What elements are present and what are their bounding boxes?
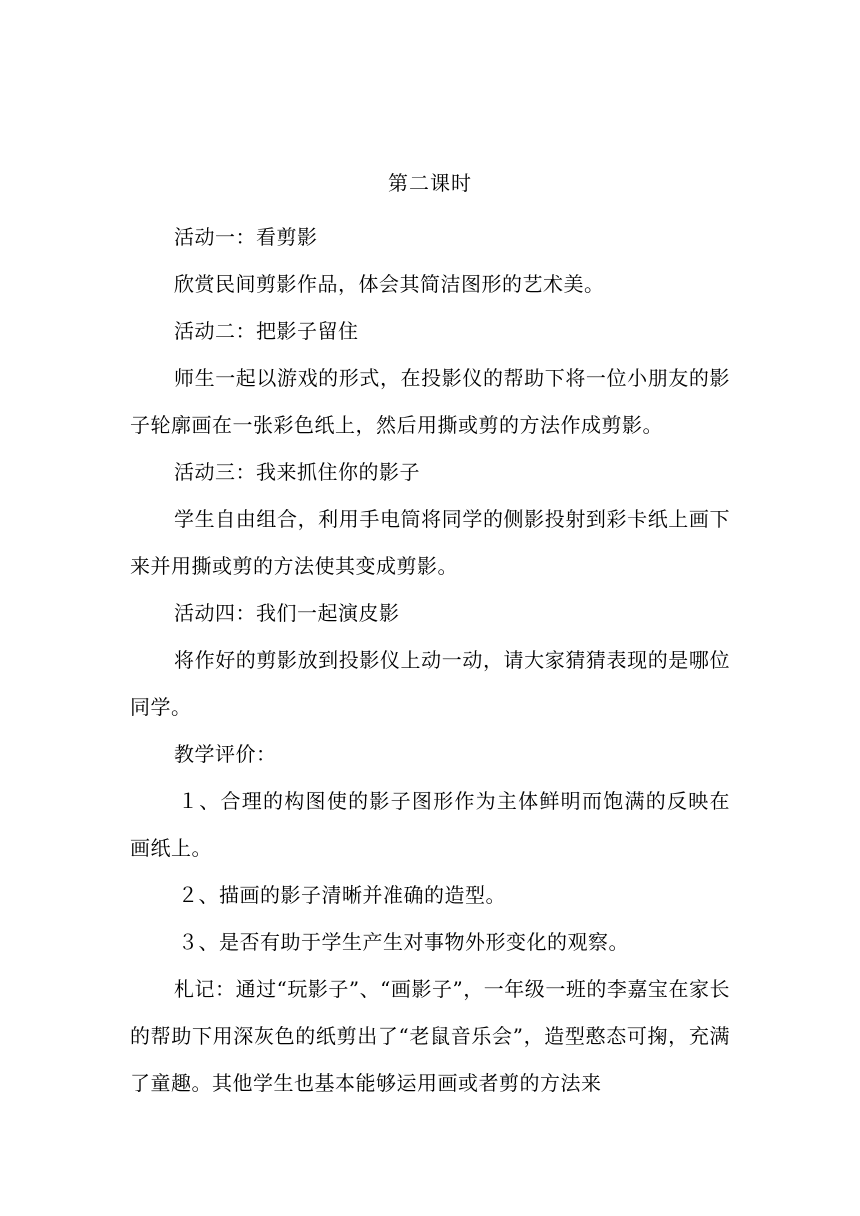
evaluation-item-1: １、合理的构图使的影子图形作为主体鲜明而饱满的反映在画纸上。 [130,789,730,860]
activity-2-heading: 活动二：把影子留住 [174,319,359,343]
evaluation-item-2: ２、描画的影子清晰并准确的造型。 [178,883,506,907]
activity-4-text: 将作好的剪影放到投影仪上动一动，请大家猜猜表现的是哪位同学。 [130,648,730,719]
activity-1-text: 欣赏民间剪影作品，体会其简洁图形的艺术美。 [174,272,605,296]
notes-paragraph: 札记：通过“玩影子”、“画影子”，一年级一班的李嘉宝在家长的帮助下用深灰色的纸剪出了“老鼠音乐会”，造型憨态可掬，充满了童趣。其他学生也基本能够运用画或者剪的方法来 [130,977,730,1095]
activity-2-text: 师生一起以游戏的形式，在投影仪的帮助下将一位小朋友的影子轮廓画在一张彩色纸上，然后用撕或剪的方法作成剪影。 [130,366,730,437]
activity-3-text: 学生自由组合，利用手电筒将同学的侧影投射到彩卡纸上画下来并用撕或剪的方法使其变成剪影。 [130,507,730,578]
activity-1-heading: 活动一：看剪影 [174,225,318,249]
activity-3-heading: 活动三：我来抓住你的影子 [174,460,420,484]
document-body [130,214,730,1107]
activity-4-heading: 活动四：我们一起演皮影 [174,601,400,625]
evaluation-item-3: ３、是否有助于学生产生对事物外形变化的观察。 [178,930,629,954]
evaluation-heading: 教学评价： [174,742,277,766]
page-title: 第二课时 [388,171,472,195]
